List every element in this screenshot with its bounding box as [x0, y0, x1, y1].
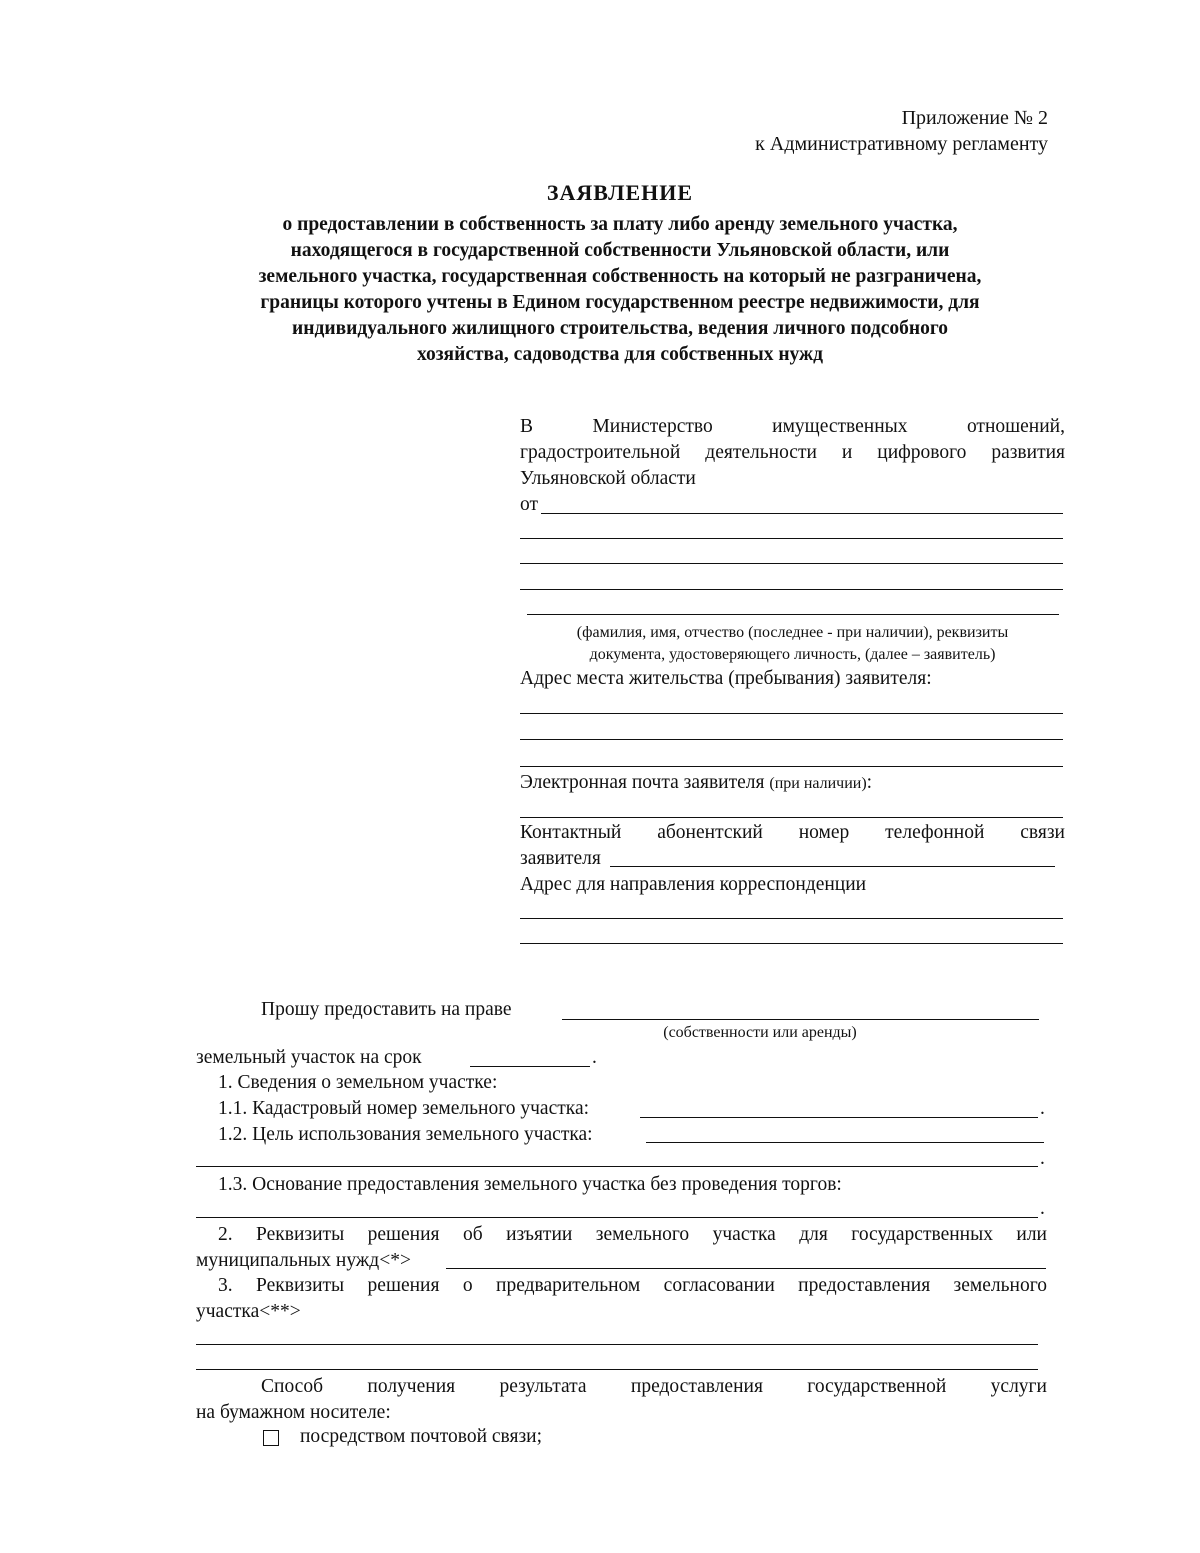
cadastral-end: .: [1040, 1098, 1045, 1119]
correspondence-field[interactable]: [520, 918, 1063, 919]
seizure-decision-field[interactable]: [446, 1268, 1046, 1269]
purpose-field[interactable]: [646, 1142, 1044, 1143]
correspondence-field[interactable]: [520, 943, 1063, 944]
page-title: ЗАЯВЛЕНИЕ: [546, 180, 694, 205]
section-3-line-2: участка<**>: [196, 1301, 301, 1322]
phone-block: [520, 820, 1065, 872]
basis-label: 1.3. Основание предоставления земельного участка без проведения торгов:: [218, 1174, 842, 1195]
subtitle-line: находящегося в государственной собственности Ульяновской области, или: [290, 240, 950, 261]
postal-checkbox[interactable]: [263, 1430, 279, 1451]
cadastral-number-field[interactable]: [640, 1117, 1038, 1118]
right-type-caption: (собственности или аренды): [663, 1024, 857, 1041]
caption-line: документа, удостоверяющего личность, (далее – заявитель): [589, 646, 996, 663]
from-label: от: [520, 494, 539, 515]
purpose-end: .: [1040, 1148, 1045, 1169]
applicant-details-field[interactable]: [520, 563, 1063, 564]
term-end: .: [592, 1047, 597, 1068]
basis-field[interactable]: [196, 1217, 1038, 1218]
applicant-details-field[interactable]: [527, 614, 1059, 615]
phone-label-line-1: Контактный абонентский номер телефонной связи: [520, 822, 1065, 843]
cadastral-number-label: 1.1. Кадастровый номер земельного участка:: [218, 1098, 590, 1119]
recipient-line-1: В Министерство имущественных отношений,: [520, 416, 1065, 437]
address-field[interactable]: [520, 739, 1063, 740]
preliminary-approval-field[interactable]: [196, 1369, 1038, 1370]
email-label-row: [520, 770, 1065, 797]
section-2-line-1: 2. Реквизиты решения об изъятии земельного участка для государственных или: [218, 1224, 1047, 1245]
section-3-line-1: 3. Реквизиты решения о предварительном согласовании предоставления земельного: [218, 1275, 1047, 1296]
purpose-label: 1.2. Цель использования земельного участка:: [218, 1124, 593, 1145]
basis-end: .: [1040, 1198, 1045, 1219]
subtitle-line: границы которого учтены в Едином государственном реестре недвижимости, для: [260, 292, 980, 313]
correspondence-label: Адрес для направления корреспонденции: [520, 874, 867, 895]
appendix-number: Приложение № 2: [901, 107, 1048, 129]
document-subtitle: [180, 212, 1060, 368]
method-line-1: Способ получения результата предоставления государственной услуги: [261, 1376, 1047, 1397]
purpose-field-2[interactable]: [196, 1166, 1038, 1167]
recipient-block: [520, 414, 1065, 492]
applicant-name-field[interactable]: [541, 513, 1063, 514]
address-label: Адрес места жительства (пребывания) заявителя:: [520, 668, 932, 689]
section-2-line-2: муниципальных нужд<*>: [196, 1250, 411, 1271]
email-label: Электронная почта заявителя: [520, 772, 765, 793]
subtitle-line: хозяйства, садоводства для собственных нужд: [416, 344, 824, 365]
subtitle-line: индивидуального жилищного строительства, ведения личного подсобного: [292, 318, 948, 339]
term-text: земельный участок на срок: [196, 1047, 422, 1068]
section-1-title: 1. Сведения о земельном участке:: [218, 1072, 498, 1093]
preliminary-approval-field[interactable]: [196, 1344, 1038, 1345]
checkbox-square-icon: [263, 1430, 279, 1446]
applicant-caption: [520, 622, 1065, 666]
appendix-regulation: к Административному регламенту: [755, 133, 1048, 155]
request-text: Прошу предоставить на праве: [261, 999, 512, 1020]
address-field[interactable]: [520, 766, 1063, 767]
term-field[interactable]: [470, 1066, 590, 1067]
recipient-line-2: градостроительной деятельности и цифрового развития: [520, 442, 1065, 463]
address-field[interactable]: [520, 713, 1063, 714]
subtitle-line: о предоставлении в собственность за плату либо аренду земельного участка,: [282, 214, 958, 235]
email-note: (при наличии): [769, 775, 867, 792]
postal-option-label: посредством почтовой связи;: [300, 1426, 543, 1447]
caption-line: (фамилия, имя, отчество (последнее - при наличии), реквизиты: [576, 624, 1009, 641]
email-colon: :: [866, 772, 873, 793]
recipient-line-3: Ульяновской области: [520, 468, 696, 489]
email-field[interactable]: [520, 817, 1063, 818]
applicant-details-field[interactable]: [520, 589, 1063, 590]
subtitle-line: земельного участка, государственная собственность на который не разграничена,: [258, 266, 982, 287]
applicant-details-field[interactable]: [520, 538, 1063, 539]
phone-field[interactable]: [610, 866, 1055, 867]
method-line-2: на бумажном носителе:: [196, 1402, 391, 1423]
right-type-field[interactable]: [562, 1019, 1039, 1020]
phone-label-line-2: заявителя: [520, 848, 601, 869]
